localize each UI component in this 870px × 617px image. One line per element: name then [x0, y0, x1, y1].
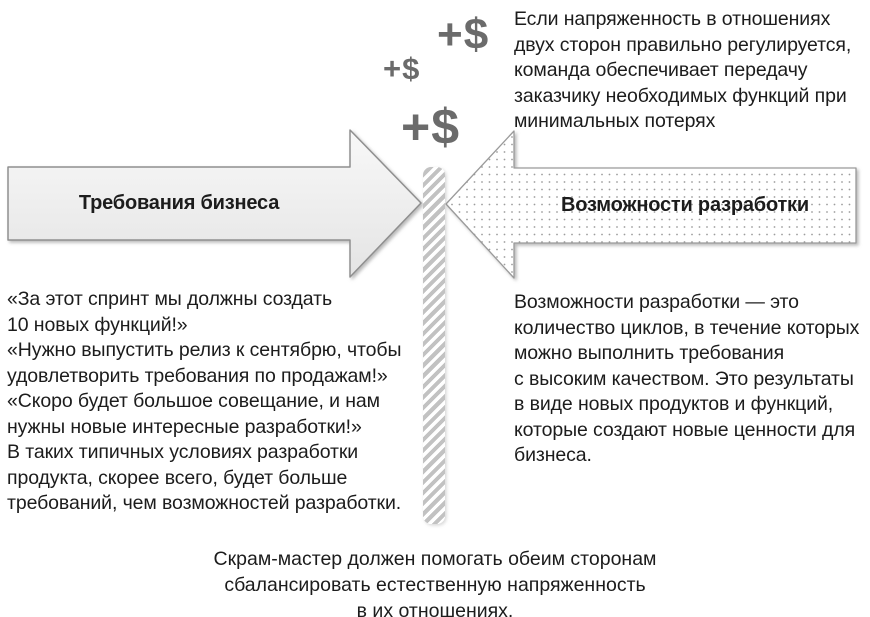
text-line: с высоким качеством. Это результаты [514, 367, 854, 390]
note-line: двух сторон правильно регулируется, [514, 33, 852, 56]
note-line: Если напряженность в отношениях [514, 8, 831, 30]
text-line: «Нужно выпустить релиз к сентябрю, чтобы [7, 339, 402, 361]
scrum-master-caption [0, 546, 870, 617]
text-line: в виде новых продуктов и функций, [514, 393, 834, 415]
development-capacity-label: Возможности разработки [561, 194, 809, 216]
business-demands-text [7, 287, 401, 517]
plus-dollar-icon: +$ [383, 51, 421, 86]
text-line: можно выполнить требования [514, 342, 785, 364]
text-line: удовлетворить требования по продажам!» [7, 364, 388, 387]
caption-line: Скрам-мастер должен помогать обеим сторонам [213, 548, 657, 570]
business-requirements-label: Требования бизнеса [78, 192, 280, 214]
tension-bar [423, 167, 445, 524]
text-line: «За этот спринт мы должны создать [7, 288, 333, 310]
text-line: 10 новых функций!» [7, 313, 188, 336]
note-line: команда обеспечивает передачу [514, 59, 808, 81]
top-right-note [514, 7, 851, 135]
text-line: нужны новые интересные разработки!» [7, 415, 362, 438]
text-line: В таких типичных условиях разработки [7, 441, 359, 463]
note-line: минимальных потерях [514, 110, 716, 132]
text-line: которые создают новые ценности для [514, 418, 856, 441]
text-line: «Скоро будет большое совещание, и нам [7, 390, 380, 412]
text-line: количество циклов, в течение которых [514, 316, 860, 339]
text-line: Возможности разработки — это [514, 291, 799, 313]
caption-line: сбалансировать естественную напряженность [224, 574, 646, 596]
note-line: заказчику необходимых функций при [514, 84, 847, 107]
plus-dollar-icon: +$ [437, 10, 490, 59]
plus-dollar-icon: +$ [401, 99, 461, 155]
text-line: продукта, скорее всего, будет больше [7, 466, 348, 489]
text-line: требований, чем возможностей разработки. [7, 492, 402, 514]
development-capacity-text [514, 290, 859, 469]
text-line: бизнеса. [514, 444, 592, 466]
caption-line: в их отношениях. [356, 600, 514, 617]
